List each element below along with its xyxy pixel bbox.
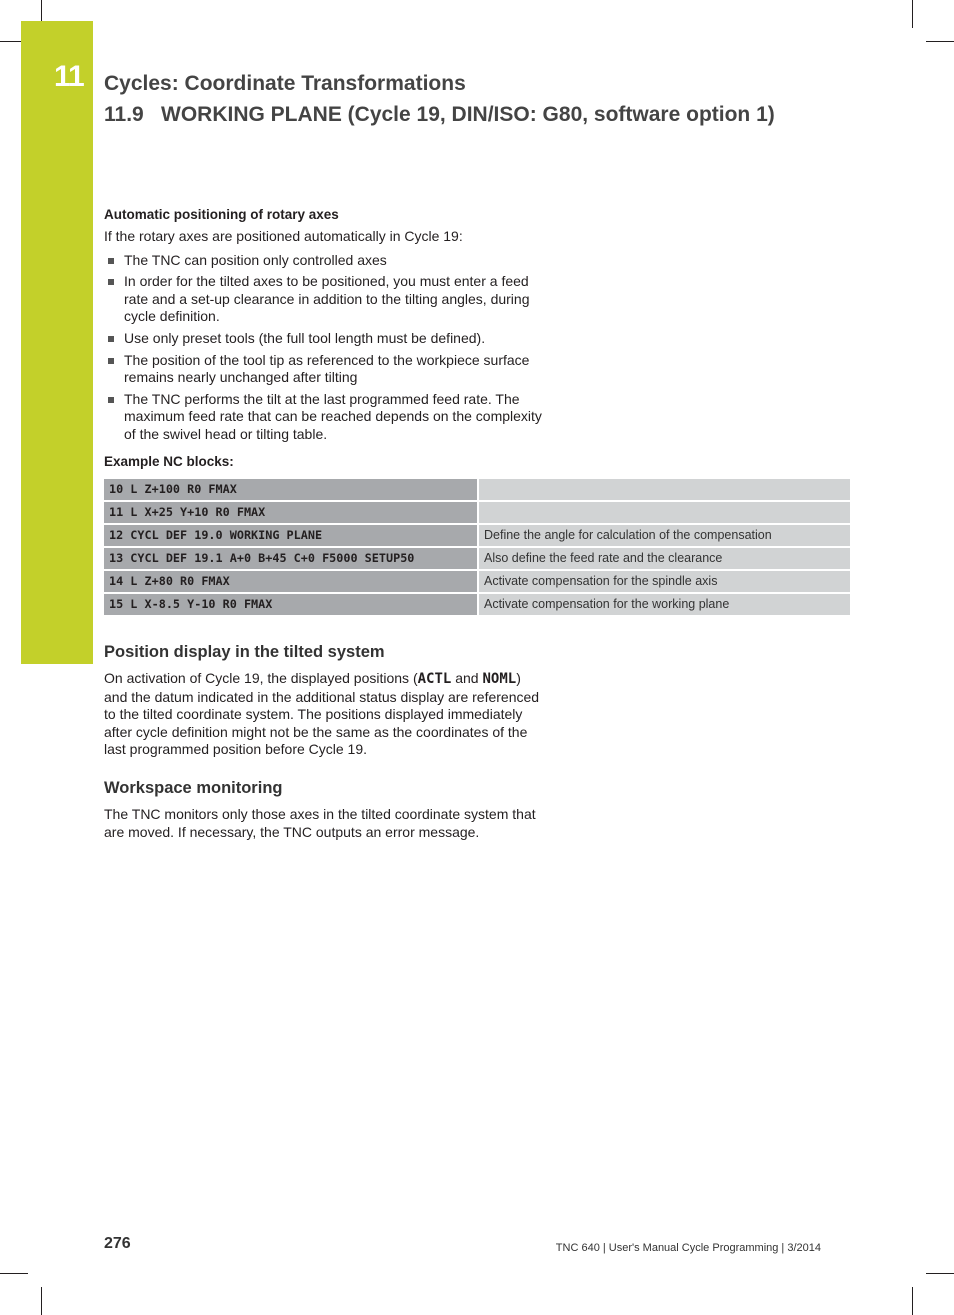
nc-code-cell: 12 CYCL DEF 19.0 WORKING PLANE: [104, 525, 477, 546]
section-number: 11.9: [104, 103, 144, 126]
example-heading: Example NC blocks:: [104, 453, 234, 469]
workspace-section: [104, 779, 544, 841]
nc-code-cell: 15 L X-8.5 Y-10 R0 FMAX: [104, 594, 477, 615]
table-row: [104, 479, 850, 500]
nc-desc-cell: [479, 502, 850, 523]
position-display-section: [104, 643, 544, 759]
crop-mark: [912, 0, 913, 28]
auto-positioning-intro: If the rotary axes are positioned automatically in Cycle 19:: [104, 228, 463, 244]
nc-code-cell: 10 L Z+100 R0 FMAX: [104, 479, 477, 500]
nc-desc-cell: [479, 479, 850, 500]
nc-desc-cell: Activate compensation for the working plane: [479, 594, 850, 615]
bullet-square-icon: [108, 397, 114, 403]
chapter-number: 11: [54, 60, 84, 93]
page-number: 276: [104, 1235, 131, 1252]
main-content: [104, 206, 850, 617]
list-item: Use only preset tools (the full tool length must be defined).: [104, 330, 544, 348]
crop-mark: [0, 1273, 28, 1274]
chapter-tab: [21, 21, 93, 664]
crop-mark: [41, 0, 42, 21]
workspace-text: The TNC monitors only those axes in the tilted coordinate system that are moved. If necessary, the TNC outputs an error message.: [104, 806, 536, 840]
bullet-square-icon: [108, 279, 114, 285]
crop-mark: [926, 1273, 954, 1274]
section-title-text: WORKING PLANE (Cycle 19, DIN/ISO: G80, software option 1): [161, 103, 775, 126]
footer-text: TNC 640 | User's Manual Cycle Programming | 3/2014: [555, 1242, 821, 1254]
table-row: [104, 571, 850, 592]
position-display-heading: Position display in the tilted system: [104, 643, 385, 661]
nc-desc-cell: Activate compensation for the spindle axis: [479, 571, 850, 592]
nc-code-cell: 14 L Z+80 R0 FMAX: [104, 571, 477, 592]
table-row: [104, 502, 850, 523]
nc-code-cell: 13 CYCL DEF 19.1 A+0 B+45 C+0 F5000 SETUP50: [104, 548, 477, 569]
crop-mark: [912, 1287, 913, 1315]
nc-code-cell: 11 L X+25 Y+10 R0 FMAX: [104, 502, 477, 523]
bullet-list: [104, 252, 544, 444]
table-row: [104, 594, 850, 615]
bullet-square-icon: [108, 336, 114, 342]
crop-mark: [41, 1287, 42, 1315]
bullet-square-icon: [108, 358, 114, 364]
nc-desc-cell: Define the angle for calculation of the compensation: [479, 525, 850, 546]
bullet-square-icon: [108, 258, 114, 264]
list-item: The position of the tool tip as referenced to the workpiece surface remains nearly unchanged after tilting: [104, 352, 544, 387]
table-row: [104, 525, 850, 546]
table-row: [104, 548, 850, 569]
position-display-text: On activation of Cycle 19, the displayed positions (ACTL and NOML) and the datum indicated in the additional status display are referenced to the tilted coordinate system. The positions displayed immediately after cycle definition might not be the same as the coordinates of the last programmed position before Cycle 19.: [104, 670, 540, 758]
actl-keyword: ACTL: [417, 671, 452, 687]
nc-desc-cell: Also define the feed rate and the clearance: [479, 548, 850, 569]
workspace-heading: Workspace monitoring: [104, 779, 283, 797]
chapter-title: Cycles: Coordinate Transformations: [104, 72, 466, 95]
crop-mark: [926, 41, 954, 42]
section-title: [104, 103, 775, 127]
list-item: The TNC can position only controlled axes: [104, 252, 544, 270]
crop-mark: [0, 41, 21, 42]
list-item: The TNC performs the tilt at the last programmed feed rate. The maximum feed rate that can be reached depends on the complexity of the swivel head or tilting table.: [104, 391, 544, 444]
nc-blocks-table: [104, 477, 850, 617]
auto-positioning-heading: Automatic positioning of rotary axes: [104, 207, 339, 222]
list-item: In order for the tilted axes to be positioned, you must enter a feed rate and a set-up clearance in addition to the tilting angles, during cycle definition.: [104, 273, 544, 326]
noml-keyword: NOML: [482, 671, 517, 687]
